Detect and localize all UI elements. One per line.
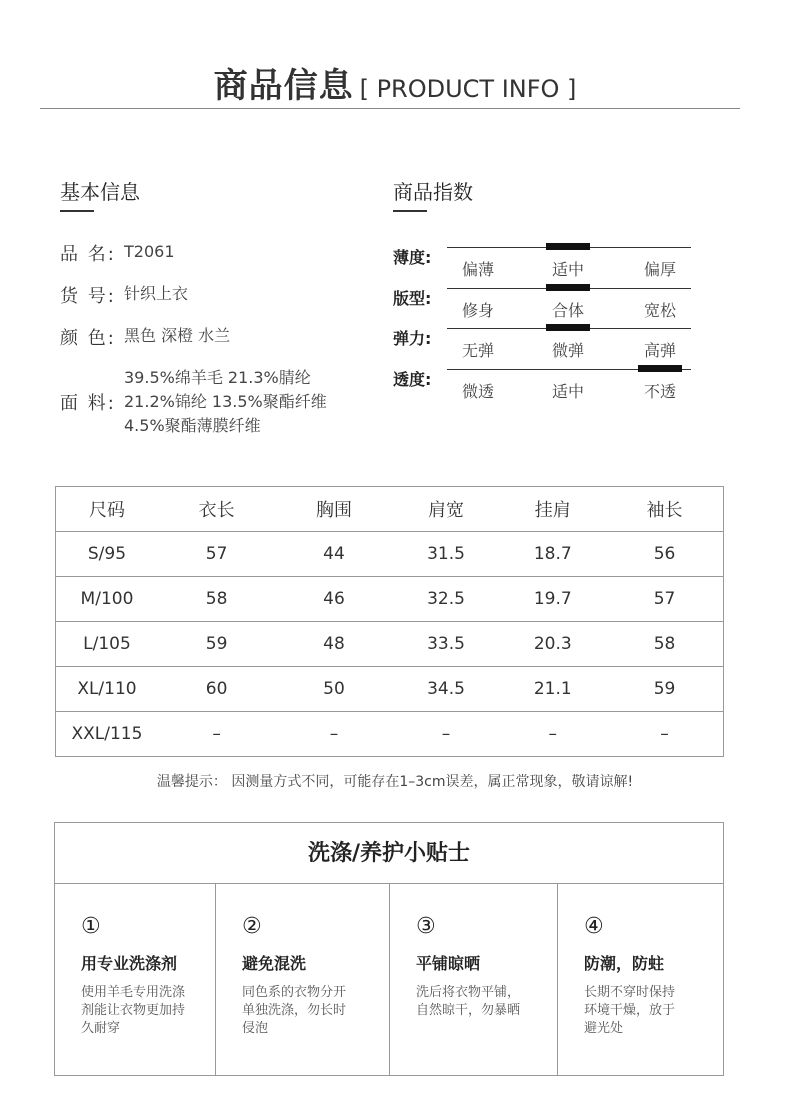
header-cell: 衣长 xyxy=(158,487,275,532)
size-cell: L/105 xyxy=(56,622,158,667)
header-cell: 尺码 xyxy=(56,487,158,532)
care-tip-heading: 用专业洗涤剂 xyxy=(81,954,178,973)
table-cell: 34.5 xyxy=(393,667,500,712)
size-cell: S/95 xyxy=(56,532,158,577)
care-tips-title: 洗涤/养护小贴士 xyxy=(55,823,723,884)
basic-value: 黑色 深橙 水兰 xyxy=(124,326,231,345)
index-label: 版型: xyxy=(393,289,432,308)
index-option: 偏薄 xyxy=(461,260,494,279)
basic-info-underline xyxy=(60,210,94,212)
care-tip-heading: 防潮，防蛀 xyxy=(584,954,665,973)
index-marker xyxy=(638,365,682,372)
table-row xyxy=(56,532,724,577)
index-label: 薄度: xyxy=(393,248,432,267)
table-cell: 33.5 xyxy=(393,622,500,667)
table-cell: 57 xyxy=(158,532,275,577)
basic-value: 39.5%绵羊毛 21.3%腈纶 21.2%锦纶 13.5%聚酯纤维 4.5%聚酯薄膜纤维 xyxy=(124,368,327,435)
basic-row-color xyxy=(60,324,230,350)
basic-label: 货 号: xyxy=(60,286,116,307)
care-tips-box xyxy=(54,822,724,1076)
index-option: 适中 xyxy=(551,260,584,279)
care-tip-text: 使用羊毛专用洗涤 剂能让衣物更加持 久耐穿 xyxy=(81,985,186,1036)
table-cell: 59 xyxy=(606,667,723,712)
index-option: 宽松 xyxy=(643,301,676,320)
index-row-elasticity xyxy=(393,326,693,366)
header-cell: 挂肩 xyxy=(499,487,606,532)
table-cell: 20.3 xyxy=(499,622,606,667)
care-tip-text: 同色系的衣物分开 单独洗涤，勿长时 侵泡 xyxy=(242,985,347,1036)
index-underline xyxy=(393,210,427,212)
table-cell: 58 xyxy=(606,622,723,667)
table-cell: 48 xyxy=(275,622,392,667)
table-cell: 50 xyxy=(275,667,392,712)
table-cell: 18.7 xyxy=(499,532,606,577)
table-row xyxy=(56,712,724,757)
table-cell: 44 xyxy=(275,532,392,577)
table-row xyxy=(56,622,724,667)
index-option: 适中 xyxy=(551,382,584,401)
table-cell: – xyxy=(329,724,339,744)
care-tip-heading: 平铺晾晒 xyxy=(416,954,481,973)
header-cell: 胸围 xyxy=(275,487,392,532)
care-tip-heading: 避免混洗 xyxy=(242,954,307,973)
index-marker xyxy=(546,284,590,291)
table-cell: 59 xyxy=(158,622,275,667)
index-option: 无弹 xyxy=(461,341,494,360)
header-cell: 肩宽 xyxy=(393,487,500,532)
index-row-transparency xyxy=(393,367,693,407)
index-option: 不透 xyxy=(643,382,676,401)
measurement-note: 温馨提示： 因测量方式不同，可能存在1–3cm误差，属正常现象，敬请谅解! xyxy=(156,774,634,790)
care-tip-flat-dry xyxy=(390,884,558,1076)
care-tip-number: ② xyxy=(242,914,262,939)
table-cell: – xyxy=(212,724,221,744)
table-cell: – xyxy=(660,724,669,744)
care-tip-text: 洗后将衣物平铺， 自然晾干，勿暴晒 xyxy=(416,985,521,1018)
care-tip-number: ① xyxy=(81,914,101,939)
index-option: 高弹 xyxy=(643,341,676,360)
table-cell: – xyxy=(441,724,451,744)
table-cell: 58 xyxy=(158,577,275,622)
table-cell: 60 xyxy=(158,667,275,712)
basic-row-fabric xyxy=(60,366,327,438)
table-row xyxy=(56,667,724,712)
basic-label: 颜 色: xyxy=(60,328,116,349)
care-tip-moth-proof xyxy=(558,884,723,1076)
index-marker xyxy=(546,324,590,331)
index-option: 微弹 xyxy=(551,341,584,360)
table-cell: 31.5 xyxy=(393,532,500,577)
index-option: 修身 xyxy=(461,301,494,320)
care-tip-no-mixed-wash xyxy=(216,884,390,1076)
care-tip-detergent xyxy=(55,884,216,1076)
table-row xyxy=(56,577,724,622)
index-row-fit xyxy=(393,286,693,326)
header-title-en: [ PRODUCT INFO ] xyxy=(359,75,577,103)
basic-label: 品 名: xyxy=(60,244,116,265)
index-option: 偏厚 xyxy=(643,260,676,279)
table-cell: 21.1 xyxy=(499,667,606,712)
index-label: 透度: xyxy=(393,370,432,389)
index-label: 弹力: xyxy=(393,329,432,348)
header-divider xyxy=(40,108,740,109)
care-tip-number: ④ xyxy=(584,914,604,939)
basic-row-name xyxy=(60,240,175,266)
header-title-zh: 商品信息 xyxy=(213,66,354,106)
size-table xyxy=(55,486,724,757)
index-option: 微透 xyxy=(461,382,494,401)
basic-value: 针织上衣 xyxy=(124,284,189,303)
basic-label: 面 料: xyxy=(60,393,116,414)
basic-info-title: 基本信息 xyxy=(60,180,140,204)
basic-value: T2061 xyxy=(124,242,175,261)
size-cell: XXL/115 xyxy=(71,724,143,744)
index-row-thickness xyxy=(393,245,693,285)
table-cell: 46 xyxy=(275,577,392,622)
basic-row-item-no xyxy=(60,282,188,308)
index-option: 合体 xyxy=(551,301,584,320)
table-cell: 56 xyxy=(606,532,723,577)
size-table-header xyxy=(56,487,724,532)
header-cell: 袖长 xyxy=(606,487,723,532)
table-cell: 57 xyxy=(606,577,723,622)
table-cell: 19.7 xyxy=(499,577,606,622)
page-header xyxy=(0,58,790,107)
care-tips-columns xyxy=(55,884,723,1076)
index-title: 商品指数 xyxy=(393,180,473,204)
size-cell: M/100 xyxy=(56,577,158,622)
care-tip-text: 长期不穿时保持 环境干燥，放于 避光处 xyxy=(584,985,676,1036)
care-tip-number: ③ xyxy=(416,914,436,939)
size-cell: XL/110 xyxy=(56,667,158,712)
index-marker xyxy=(546,243,590,250)
table-cell: 32.5 xyxy=(393,577,500,622)
table-cell: – xyxy=(548,724,557,744)
